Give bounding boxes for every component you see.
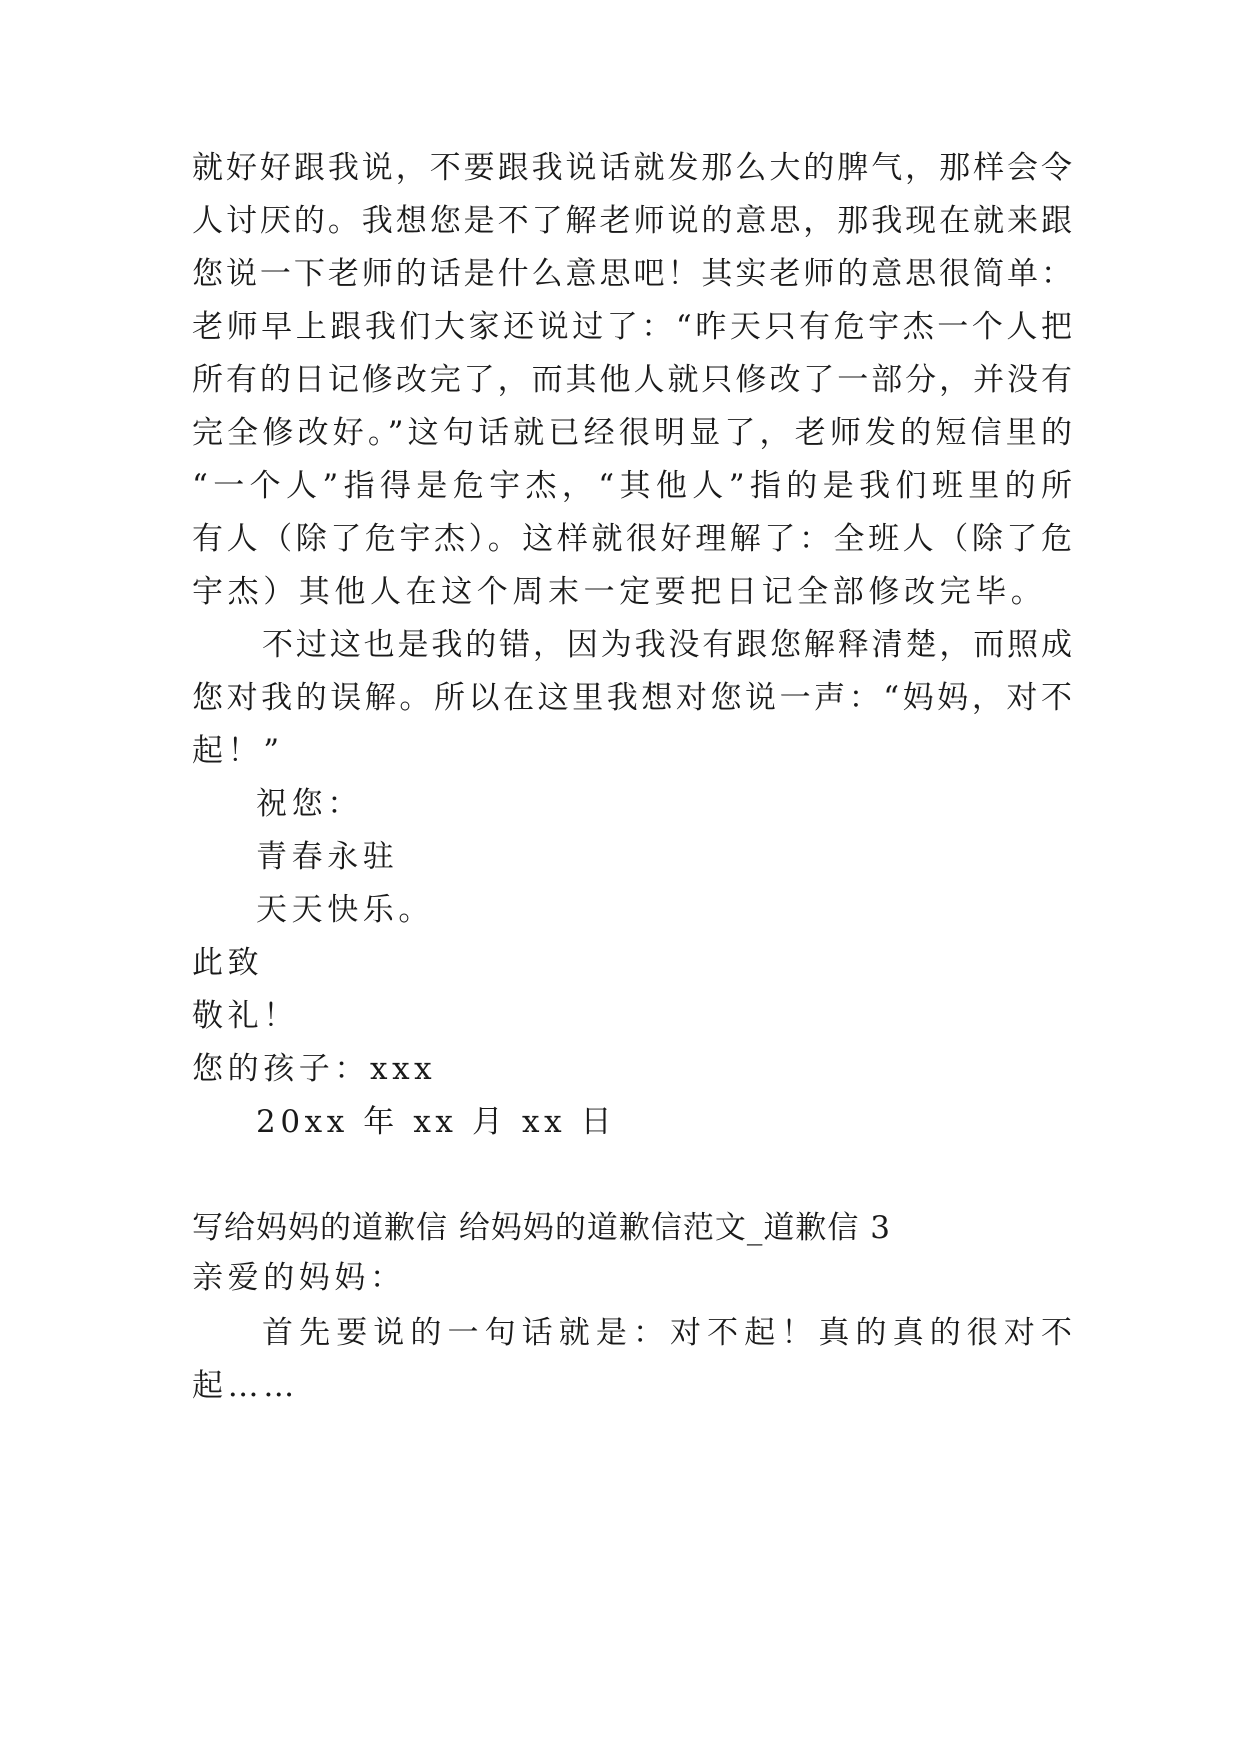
- salutation-1: 此致: [192, 945, 264, 981]
- wish-line-1: 青春永驻: [256, 839, 399, 875]
- paragraph-1-line-3: 您说一下老师的话是什么意思吧！其实老师的意思很简单：: [192, 256, 1072, 292]
- paragraph-1-line-2: 人讨厌的。我想您是不了解老师说的意思，那我现在就来跟: [192, 203, 1072, 239]
- section-3-line-1: 首先要说的一句话就是：对不起！真的真的很对不: [262, 1315, 1072, 1351]
- signature: 您的孩子：xxx: [192, 1051, 437, 1087]
- paragraph-1-line-9: 宇杰）其他人在这个周末一定要把日记全部修改完毕。: [192, 574, 1047, 610]
- wish-intro: 祝您：: [256, 786, 363, 822]
- paragraph-2-line-1: 不过这也是我的错，因为我没有跟您解释清楚，而照成: [262, 627, 1072, 663]
- paragraph-1-line-8: 有人（除了危宇杰）。这样就很好理解了：全班人（除了危: [192, 521, 1072, 557]
- date: 20xx 年 xx 月 xx 日: [256, 1104, 617, 1140]
- paragraph-2-line-3: 起！”: [192, 733, 284, 769]
- greeting: 亲爱的妈妈：: [192, 1260, 406, 1296]
- section-3-line-2: 起……: [192, 1368, 299, 1404]
- paragraph-2-line-2: 您对我的误解。所以在这里我想对您说一声：“妈妈，对不: [192, 680, 1072, 716]
- paragraph-1-line-1: 就好好跟我说，不要跟我说话就发那么大的脾气，那样会令: [192, 150, 1072, 186]
- paragraph-1-line-4: 老师早上跟我们大家还说过了：“昨天只有危宇杰一个人把: [192, 309, 1072, 345]
- paragraph-1-line-6: 完全修改好。”这句话就已经很明显了，老师发的短信里的: [192, 415, 1072, 451]
- section-title: 写给妈妈的道歉信 给妈妈的道歉信范文_道歉信 3: [192, 1210, 891, 1246]
- salutation-2: 敬礼！: [192, 998, 299, 1034]
- wish-line-2: 天天快乐。: [256, 892, 434, 928]
- paragraph-1-line-5: 所有的日记修改完了，而其他人就只修改了一部分，并没有: [192, 362, 1072, 398]
- paragraph-1-line-7: “一个人”指得是危宇杰，“其他人”指的是我们班里的所: [192, 468, 1072, 504]
